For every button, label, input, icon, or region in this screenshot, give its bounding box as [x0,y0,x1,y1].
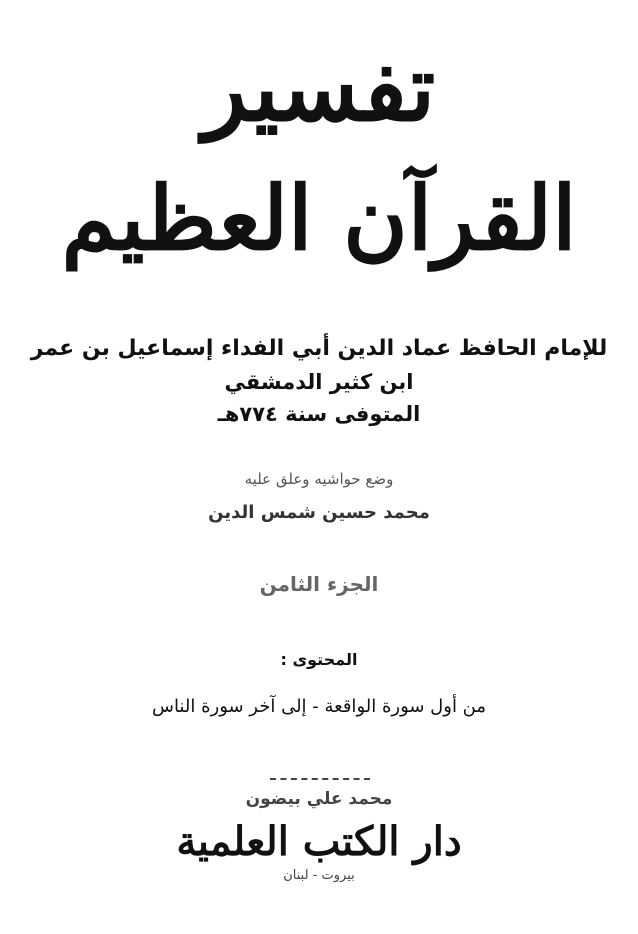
volume-label: الجزء الثامن [259,572,379,596]
annotation-editor-name: محمد حسين شمس الدين [208,502,430,523]
contents-label: المحتوى : [280,650,358,669]
author-line-imam: للإمام الحافظ عماد الدين أبي الفداء إسماعيل بن عمر [30,336,608,361]
author-death-year: المتوفى سنة ٧٧٤هـ [217,402,421,426]
author-line-ibn-kathir: ابن كثير الدمشقي [224,370,414,394]
contents-range: من أول سورة الواقعة - إلى آخر سورة الناس [151,696,487,717]
publisher-name: دار الكتب العلمية [176,818,462,865]
annotation-credit-label: وضع حواشيه وعلق عليه [244,470,394,488]
title-quran-azim: القرآن العظيم [61,166,577,270]
publisher-city: بيروت - لبنان [283,868,355,883]
title-tafsir: تفسير [202,34,436,142]
publisher-signature: محمد علي بيضون [245,789,393,809]
publisher-divider [270,778,370,780]
